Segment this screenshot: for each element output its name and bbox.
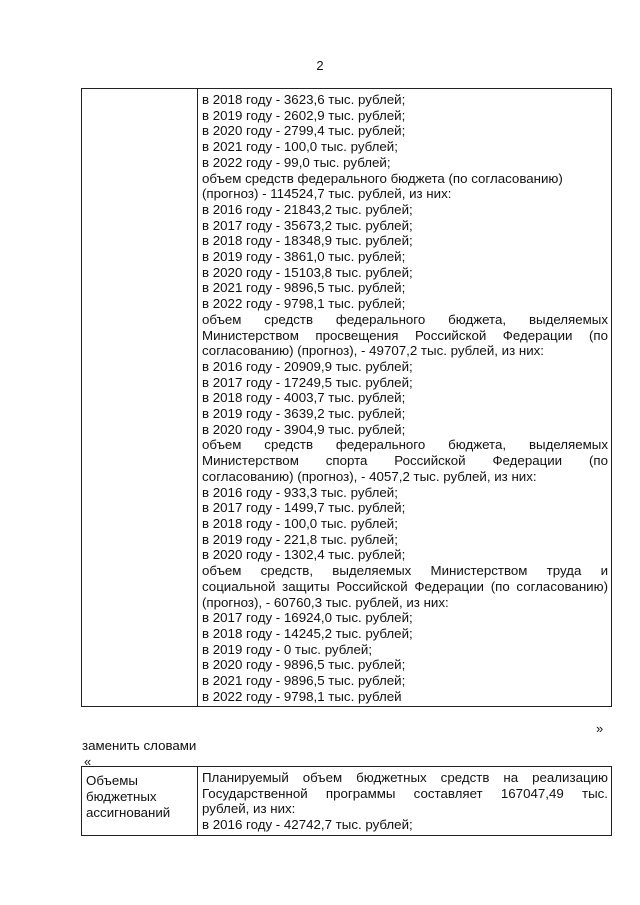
text-line: в 2018 году - 18348,9 тыс. рублей; — [202, 233, 413, 249]
budget-table-old — [81, 88, 612, 707]
text-line: в 2017 году - 1499,7 тыс. рублей; — [202, 500, 406, 516]
text-line: в 2017 году - 16924,0 тыс. рублей; — [202, 610, 413, 626]
text-line: объем средств федерального бюджета (по согласованию) — [202, 170, 563, 186]
table-cell-left — [82, 767, 198, 836]
right-cell-lines — [198, 767, 611, 835]
text-line: в 2016 году - 933,3 тыс. рублей; — [202, 484, 398, 500]
text-line: Министерством просвещения Российской Федерации (по — [202, 327, 608, 343]
text-line: (прогноз), - 60760,3 тыс. рублей, из них: — [202, 594, 449, 610]
text-line: в 2016 году - 21843,2 тыс. рублей; — [202, 201, 413, 217]
table-cell-right — [198, 767, 612, 836]
right-cell-lines — [198, 89, 611, 706]
table-cell-right — [198, 89, 612, 707]
table-row — [82, 89, 612, 707]
text-line: согласованию) (прогноз), - 4057,2 тыс. рублей, из них: — [202, 468, 537, 484]
text-line: бюджетных — [86, 789, 157, 804]
text-line: в 2020 году - 9896,5 тыс. рублей; — [202, 657, 406, 673]
text-line: в 2018 году - 3623,6 тыс. рублей; — [202, 92, 406, 107]
closing-quote: » — [596, 721, 604, 736]
text-line: в 2020 году - 3904,9 тыс. рублей; — [202, 421, 406, 437]
text-line: рублей, из них: — [202, 801, 296, 817]
text-line: в 2018 году - 100,0 тыс. рублей; — [202, 515, 398, 531]
text-line: в 2018 году - 14245,2 тыс. рублей; — [202, 625, 413, 641]
replace-instruction: заменить словами — [82, 738, 197, 753]
opening-quote: « — [84, 754, 92, 769]
text-line: в 2019 году - 3861,0 тыс. рублей; — [202, 249, 406, 265]
text-line: объем средств федерального бюджета, выделяемых — [202, 437, 608, 453]
left-cell-text — [82, 89, 197, 99]
text-line: в 2019 году - 2602,9 тыс. рублей; — [202, 107, 406, 123]
text-line: в 2016 году - 20909,9 тыс. рублей; — [202, 358, 413, 374]
text-line: (прогноз) - 114524,7 тыс. рублей, из них: — [202, 186, 452, 202]
text-line: ассигнований — [86, 805, 171, 820]
text-line: Планируемый объем бюджетных средств на реализацию — [202, 770, 608, 785]
text-line: в 2021 году - 9896,5 тыс. рублей; — [202, 280, 406, 296]
page-number: 2 — [316, 58, 324, 73]
budget-table-new — [81, 766, 612, 836]
text-line: в 2018 году - 4003,7 тыс. рублей; — [202, 390, 406, 406]
text-line: Министерством спорта Российской Федерации (по — [202, 453, 608, 469]
text-line: в 2020 году - 15103,8 тыс. рублей; — [202, 264, 413, 280]
text-line: в 2019 году - 0 тыс. рублей; — [202, 641, 373, 657]
text-line: в 2022 году - 99,0 тыс. рублей; — [202, 154, 391, 170]
text-line: в 2021 году - 9896,5 тыс. рублей; — [202, 673, 406, 689]
table-row — [82, 767, 612, 836]
text-line: в 2019 году - 221,8 тыс. рублей; — [202, 531, 398, 547]
text-line: объем средств, выделяемых Министерством труда и — [202, 563, 608, 579]
text-line: в 2021 году - 100,0 тыс. рублей; — [202, 139, 398, 155]
text-line: в 2022 году - 9798,1 тыс. рублей; — [202, 296, 406, 312]
table-cell-left — [82, 89, 198, 707]
text-line: в 2022 году - 9798,1 тыс. рублей — [202, 688, 402, 704]
text-line: в 2019 году - 3639,2 тыс. рублей; — [202, 406, 406, 422]
text-line: в 2020 году - 1302,4 тыс. рублей; — [202, 547, 406, 563]
text-line: в 2016 году - 42742,7 тыс. рублей; — [202, 817, 413, 833]
text-line: в 2017 году - 35673,2 тыс. рублей; — [202, 217, 413, 233]
text-line: Объемы — [86, 773, 138, 788]
text-line: социальной защиты Российской Федерации (по согласованию) — [202, 578, 608, 594]
text-line: в 2020 году - 2799,4 тыс. рублей; — [202, 123, 406, 139]
text-line: в 2017 году - 17249,5 тыс. рублей; — [202, 374, 413, 390]
text-line: объем средств федерального бюджета, выделяемых — [202, 311, 608, 327]
text-line: Государственной программы составляет 167047,49 тыс. — [202, 785, 608, 801]
left-cell-lines — [82, 767, 197, 825]
text-line: согласованию) (прогноз), - 49707,2 тыс. рублей, из них: — [202, 343, 544, 359]
